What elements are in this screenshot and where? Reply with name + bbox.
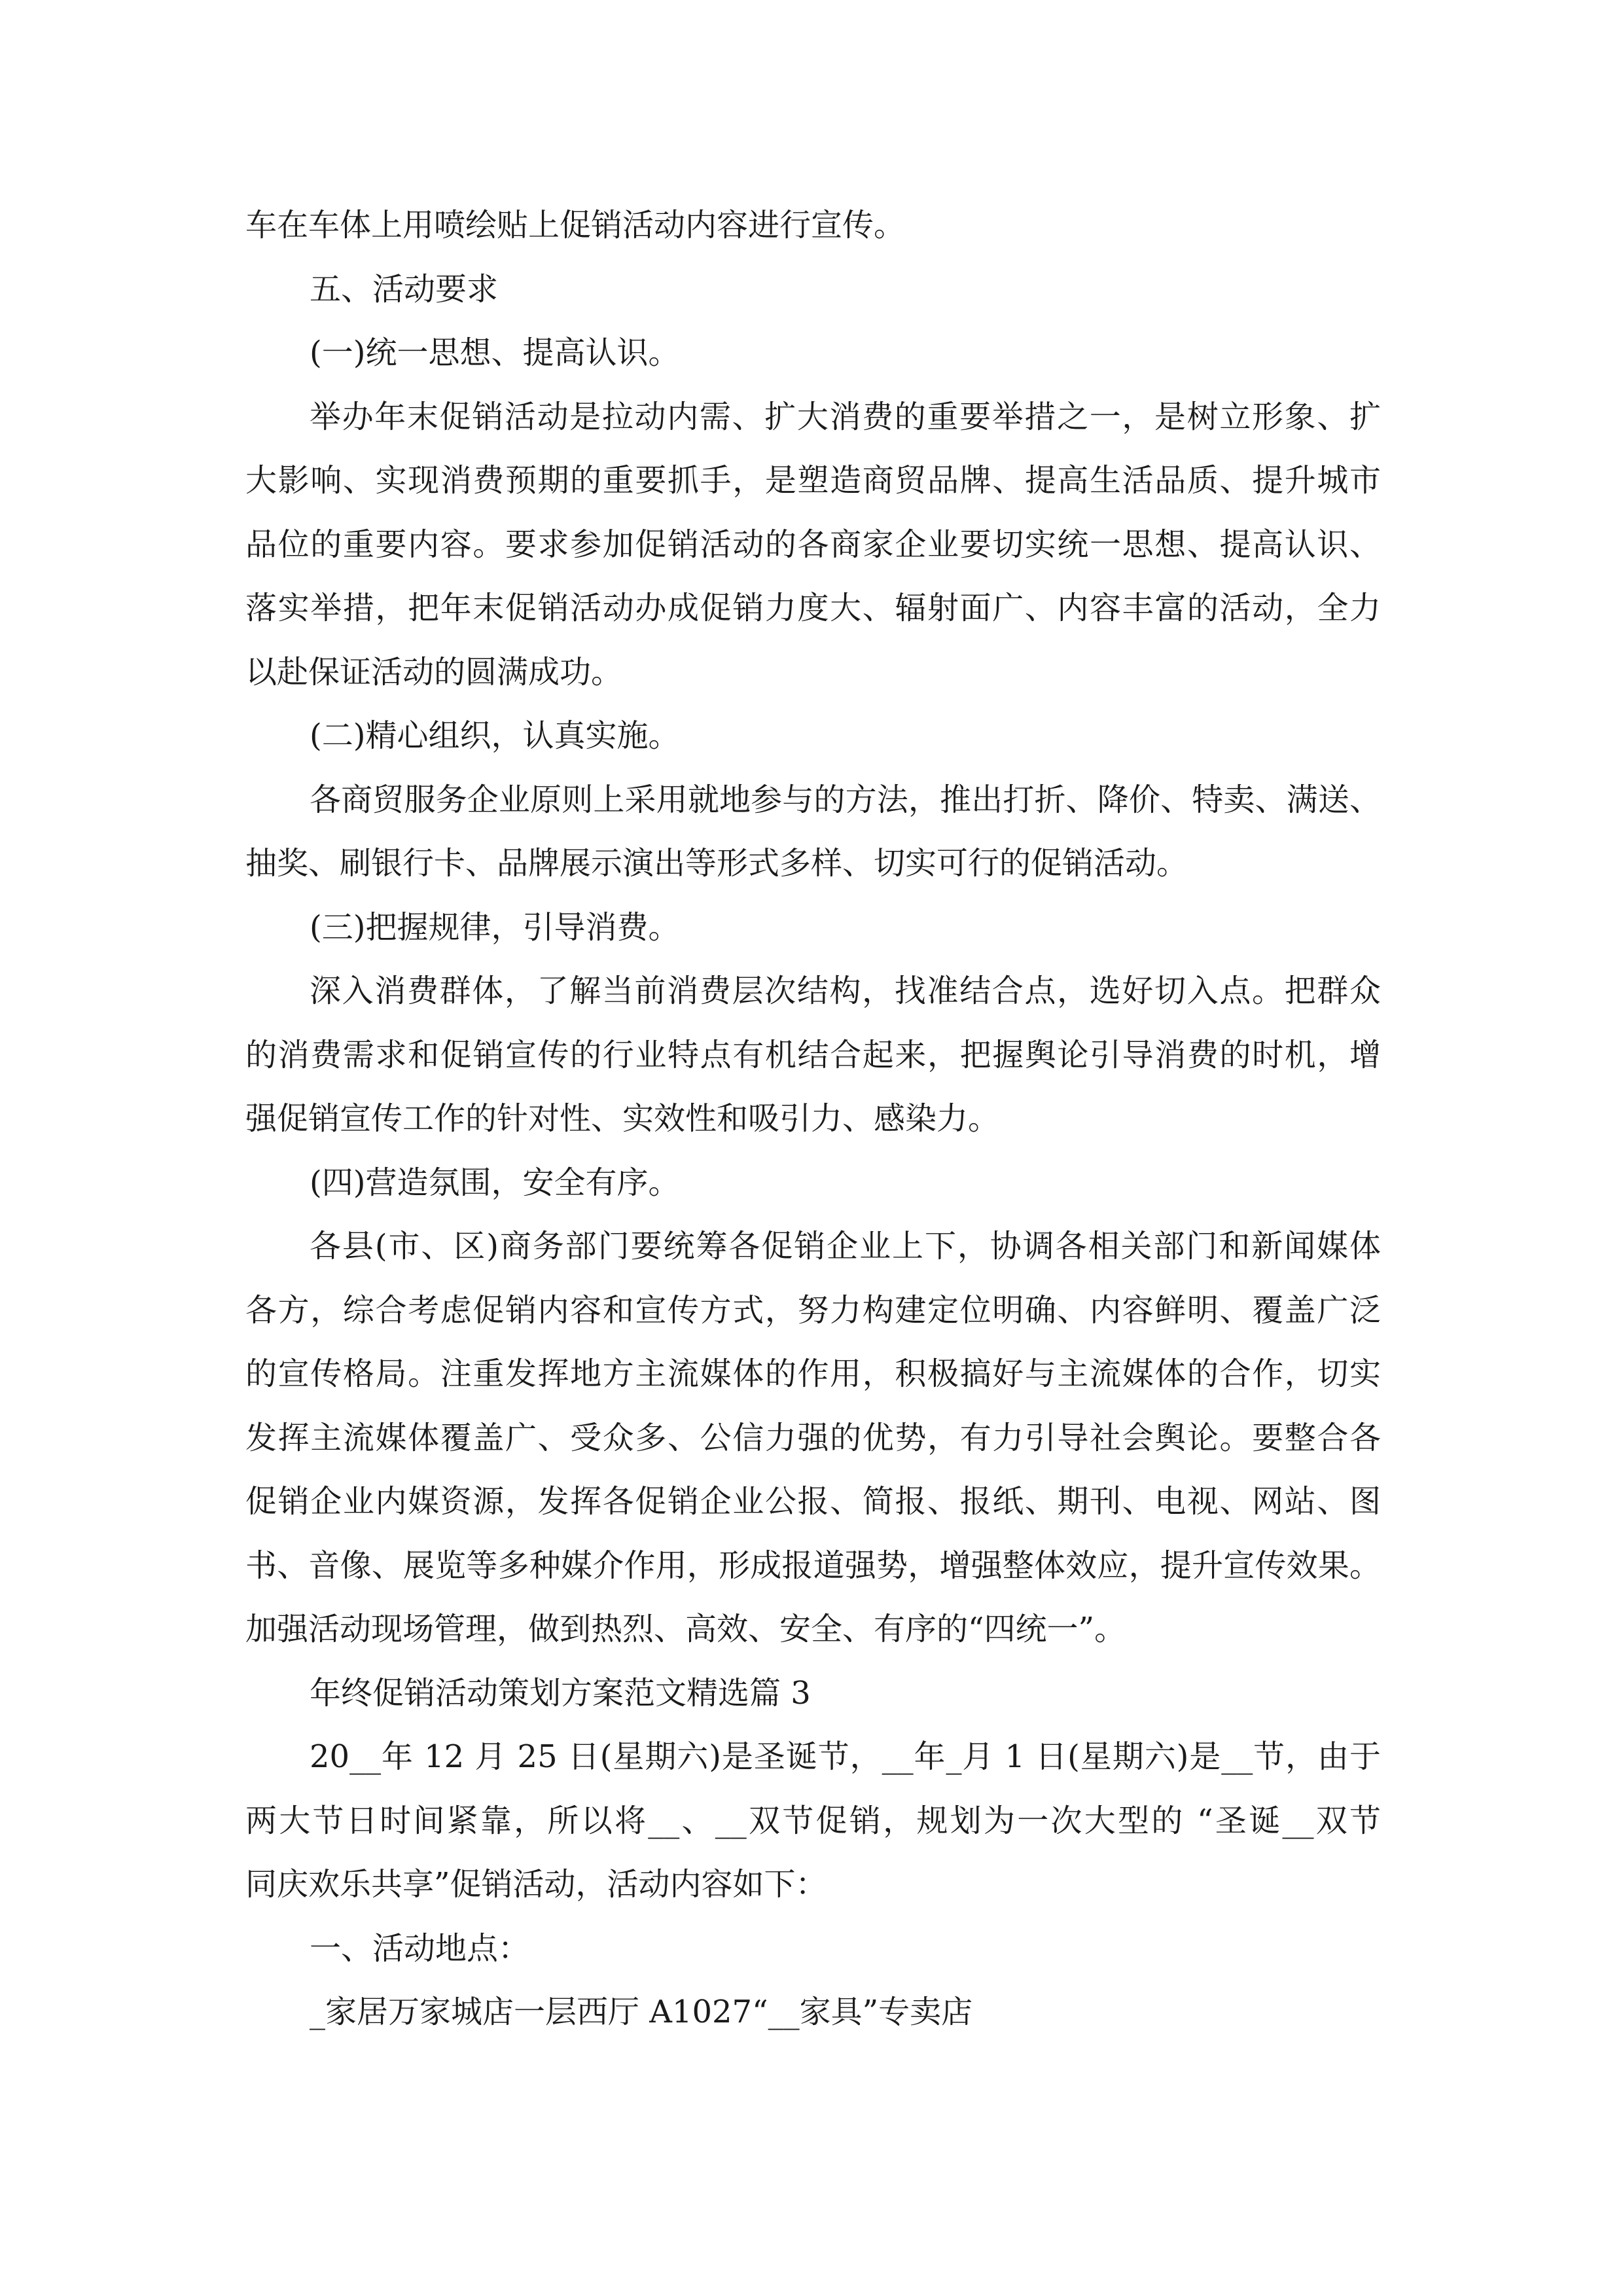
text-line: 举办年末促销活动是拉动内需、扩大消费的重要举措之一，是树立形象、扩 (310, 398, 1381, 435)
text-line: 一、活动地点： (310, 1929, 530, 1967)
text-line: 加强活动现场管理，做到热烈、高效、安全、有序的“四统一”。 (245, 1611, 1126, 1647)
document-body (245, 194, 1381, 2045)
text-line: 两大节日时间紧靠，所以将__、__双节促销，规划为一次大型的 “圣诞__双节 (245, 1802, 1381, 1839)
text-line: 同庆欢乐共享”促销活动，活动内容如下： (245, 1866, 827, 1903)
text-line: 深入消费群体，了解当前消费层次结构，找准结合点，选好切入点。把群众 (310, 973, 1381, 1009)
text-line: (二)精心组织，认真实施。 (310, 717, 680, 754)
text-line: 各县(市、区)商务部门要统筹各促销企业上下，协调各相关部门和新闻媒体 (310, 1228, 1381, 1265)
text-line: (三)把握规律，引导消费。 (310, 908, 680, 946)
text-line: 20__年 12 月 25 日(星期六)是圣诞节，__年_月 1 日(星期六)是__节，由于 (310, 1738, 1381, 1775)
section-heading: 年终促销活动策划方案范文精选篇 3 (310, 1674, 811, 1712)
text-line: 落实举措，把年末促销活动办成促销力度大、辐射面广、内容丰富的活动，全力 (245, 590, 1381, 626)
text-line: 的宣传格局。注重发挥地方主流媒体的作用，积极搞好与主流媒体的合作，切实 (245, 1355, 1381, 1392)
text-line: 五、活动要求 (310, 270, 499, 308)
text-line: 强促销宣传工作的针对性、实效性和吸引力、感染力。 (245, 1100, 1000, 1137)
text-line: _家居万家城店一层西厅 A1027“__家具”专卖店 (310, 1994, 973, 2030)
text-line: (一)统一思想、提高认识。 (310, 334, 680, 371)
text-line: 大影响、实现消费预期的重要抓手，是塑造商贸品牌、提高生活品质、提升城市 (245, 462, 1381, 499)
text-line: 品位的重要内容。要求参加促销活动的各商家企业要切实统一思想、提高认识、 (245, 526, 1381, 563)
text-line: 各商贸服务企业原则上采用就地参与的方法，推出打折、降价、特卖、满送、 (310, 781, 1381, 818)
text-line: (四)营造氛围，安全有序。 (310, 1164, 680, 1201)
text-line: 各方，综合考虑促销内容和宣传方式，努力构建定位明确、内容鲜明、覆盖广泛 (245, 1291, 1381, 1329)
text-line: 以赴保证活动的圆满成功。 (245, 653, 623, 691)
text-line: 促销企业内媒资源，发挥各促销企业公报、简报、报纸、期刊、电视、网站、图 (245, 1483, 1381, 1520)
text-line: 书、音像、展览等多种媒介作用，形成报道强势，增强整体效应，提升宣传效果。 (245, 1547, 1381, 1584)
text-line: 车在车体上用喷绘贴上促销活动内容进行宣传。 (245, 207, 906, 243)
text-line: 的消费需求和促销宣传的行业特点有机结合起来，把握舆论引导消费的时机，增 (245, 1036, 1381, 1073)
text-line: 抽奖、刷银行卡、品牌展示演出等形式多样、切实可行的促销活动。 (245, 845, 1188, 882)
text-line: 发挥主流媒体覆盖广、受众多、公信力强的优势，有力引导社会舆论。要整合各 (245, 1419, 1381, 1456)
